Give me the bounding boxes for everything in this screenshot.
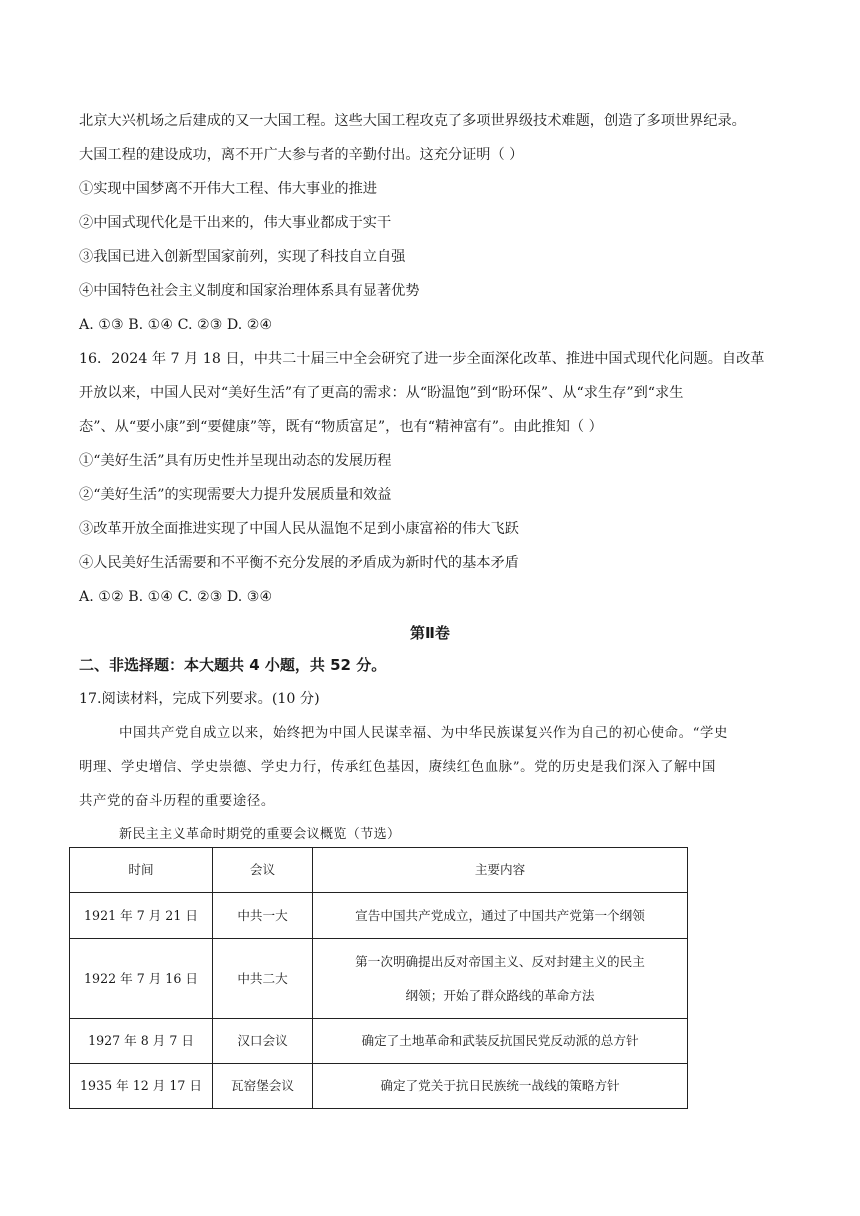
q15-option-4: ④中国特色社会主义制度和国家治理体系具有显著优势	[79, 283, 420, 299]
table-row	[70, 1019, 688, 1064]
q16-option-2: ②“美好生活”的实现需要大力提升发展质量和效益	[79, 487, 392, 503]
q15-option-1: ①实现中国梦离不开伟大工程、伟大事业的推进	[79, 181, 377, 197]
cell-time: 1922 年 7 月 16 日	[70, 939, 213, 1019]
q16-answer-choices: A. ①② B. ①④ C. ②③ D. ③④	[79, 589, 273, 605]
q17-material-line-3: 共产党的奋斗历程的重要途径。	[79, 794, 275, 809]
cell-meeting: 中共二大	[213, 939, 313, 1019]
cell-content-line-2: 纲领；开始了群众路线的革命方法	[405, 987, 595, 1003]
part-heading: 二、非选择题：本大题共 4 小题，共 52 分。	[79, 656, 387, 674]
q17-material-line-1: 中国共产党自成立以来，始终把为中国人民谋幸福、为中华民族谋复兴作为自己的初心使命。“学史	[119, 726, 729, 741]
q16-option-1: ①“美好生活”具有历史性并呈现出动态的发展历程	[79, 453, 392, 469]
volume-title: 第Ⅱ卷	[410, 624, 450, 642]
q16-stem-line-1: 16．2024 年 7 月 18 日，中共二十届三中全会研究了进一步全面深化改革、推进中国式现代化问题。自改革	[79, 351, 765, 367]
q15-option-3: ③我国已进入创新型国家前列，实现了科技自立自强	[79, 249, 406, 265]
table-header-row	[70, 848, 688, 893]
cell-content-line-1: 第一次明确提出反对帝国主义、反对封建主义的民主	[355, 953, 645, 969]
q16-stem-line-3: 态”、从“要小康”到“要健康”等，既有“物质富足”，也有“精神富有”。由此推知（ ）	[79, 419, 603, 435]
q16-stem-line-2: 开放以来，中国人民对“美好生活”有了更高的需求：从“盼温饱”到“盼环保”、从“求生存”到“求生	[79, 385, 684, 401]
cell-content: 确定了党关于抗日民族统一战线的策略方针	[313, 1064, 688, 1109]
table-row	[70, 893, 688, 939]
header-time: 时间	[70, 848, 213, 893]
q15-answer-choices: A. ①③ B. ①④ C. ②③ D. ②④	[79, 317, 273, 333]
q16-option-4: ④人民美好生活需要和不平衡不充分发展的矛盾成为新时代的基本矛盾	[79, 555, 519, 571]
header-content: 主要内容	[313, 848, 688, 893]
table-row	[70, 939, 688, 1019]
table-caption: 新民主主义革命时期党的重要会议概览（节选）	[119, 827, 401, 842]
cell-time: 1921 年 7 月 21 日	[70, 893, 213, 939]
q15-option-2: ②中国式现代化是干出来的，伟大事业都成于实干	[79, 215, 392, 231]
q17-material-line-2: 明理、学史增信、学史崇德、学史力行，传承红色基因，赓续红色血脉”。党的历史是我们深入了解中国	[79, 760, 717, 775]
cell-content: 宣告中国共产党成立，通过了中国共产党第一个纲领	[313, 893, 688, 939]
q16-option-3: ③改革开放全面推进实现了中国人民从温饱不足到小康富裕的伟大飞跃	[79, 521, 519, 537]
cell-meeting: 瓦窑堡会议	[213, 1064, 313, 1109]
cell-time: 1935 年 12 月 17 日	[70, 1064, 213, 1109]
q15-stem-line-2: 大国工程的建设成功，离不开广大参与者的辛勤付出。这充分证明（ ）	[79, 147, 524, 163]
cell-meeting: 中共一大	[213, 893, 313, 939]
header-meeting: 会议	[213, 848, 313, 893]
q15-stem-line-1: 北京大兴机场之后建成的又一大国工程。这些大国工程攻克了多项世界级技术难题，创造了多项世界纪录。	[79, 113, 746, 129]
cell-content: 确定了土地革命和武装反抗国民党反动派的总方针	[313, 1019, 688, 1064]
meetings-table	[69, 847, 688, 1109]
q17-prompt: 17.阅读材料，完成下列要求。(10 分)	[79, 691, 320, 707]
table-row	[70, 1064, 688, 1109]
cell-meeting: 汉口会议	[213, 1019, 313, 1064]
cell-content	[313, 939, 688, 1019]
cell-time: 1927 年 8 月 7 日	[70, 1019, 213, 1064]
